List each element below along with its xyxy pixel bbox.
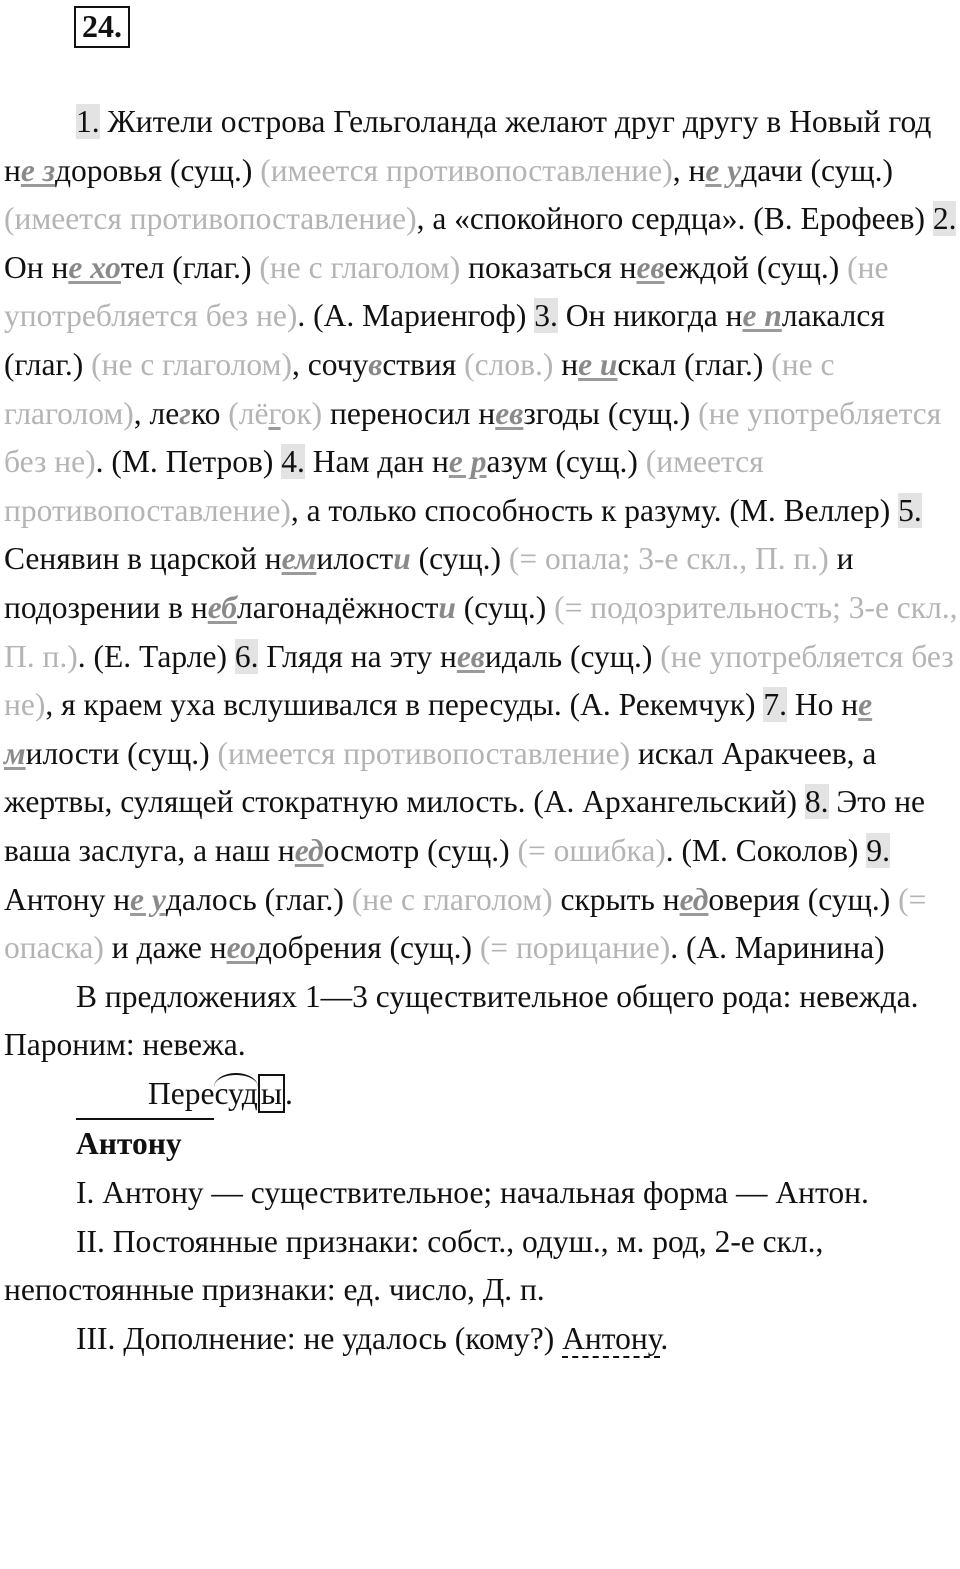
text: илост — [316, 541, 394, 577]
spelling-mark: е у — [130, 881, 166, 917]
text: Он никогда н — [557, 298, 743, 334]
text: и даже н — [103, 930, 227, 966]
text: далось (глаг.) — [165, 881, 352, 917]
word-ending: ы — [258, 1074, 285, 1113]
sentence-number-3: 3. — [534, 298, 558, 334]
comment: (имеется противопоставление) — [4, 444, 764, 528]
spelling-mark: ед — [294, 832, 324, 868]
text: III. Дополнение: не удалось (кому?) — [76, 1320, 563, 1356]
text: и подозрении в н — [4, 541, 854, 625]
text: показаться н — [460, 249, 637, 285]
text: лагонадёжност — [237, 589, 439, 625]
text: . (А. Маринина) — [670, 930, 885, 966]
text: , ле — [133, 395, 180, 431]
text: . (М. Соколов) — [665, 832, 867, 868]
comment: (= ошибка) — [517, 832, 666, 868]
exercise-text — [4, 98, 958, 1363]
spelling-mark: е хо — [68, 249, 121, 285]
text: ствия — [382, 346, 465, 382]
object-word: Антону — [562, 1320, 661, 1356]
comment: (не употребляется без не) — [4, 638, 954, 723]
text: (сущ.) — [410, 541, 509, 577]
text: Он н — [4, 249, 69, 285]
text: . (Е. Тарле) — [77, 638, 235, 674]
text: осмотр (сущ.) — [323, 832, 518, 868]
comment: (не с глаголом) — [259, 249, 461, 285]
text: идаль (сущ.) — [484, 638, 661, 674]
comment: ок) — [280, 395, 323, 431]
comment-mark: г — [268, 395, 281, 431]
text: добрения (сущ.) — [255, 930, 480, 966]
text: , н — [672, 152, 706, 188]
text: . (А. Мариенгоф) — [297, 298, 535, 334]
sentence-number-2: 2. — [932, 201, 957, 237]
text: тел (глаг.) — [120, 249, 260, 285]
exercise-number: 24. — [74, 6, 130, 48]
spelling-mark: и — [393, 541, 411, 577]
parse-heading: Антону — [76, 1126, 182, 1162]
text: ко — [190, 395, 229, 431]
word-prefix: Пере — [76, 1070, 214, 1121]
text: скрыть н — [552, 881, 680, 917]
text: Глядя на эту н — [258, 638, 457, 674]
comment: (не с глаголом) — [91, 346, 292, 382]
text: , я краем уха вслушивался в пересуды. (А. Рекемчук) — [45, 687, 764, 723]
spelling-mark: г — [179, 395, 191, 431]
spelling-mark: и — [438, 589, 456, 625]
text: Но н — [787, 687, 859, 723]
morpheme-analysis — [4, 1070, 958, 1121]
text: , а только способность к разуму. (М. Веллер) — [290, 492, 899, 528]
spelling-mark: в — [368, 346, 383, 382]
comment: (слов.) — [464, 346, 554, 382]
text: еждой (сущ.) — [664, 249, 848, 285]
sentence-number-8: 8. — [804, 784, 829, 820]
text: Сенявин в царской н — [4, 541, 282, 577]
sentence-number-9: 9. — [866, 832, 890, 868]
text: лакался (глаг.) — [4, 298, 885, 382]
text: азум (сущ.) — [486, 444, 646, 480]
text: . — [285, 1075, 293, 1111]
text: (сущ.) — [455, 589, 555, 625]
sentence-number-4: 4. — [281, 444, 305, 480]
parse-step-3 — [4, 1315, 958, 1364]
sentence-number-7: 7. — [763, 687, 788, 723]
spelling-mark: еб — [207, 589, 238, 625]
text: Жители острова Гельголанда желают друг другу в Новый год н — [4, 104, 932, 188]
text: . (М. Петров) — [95, 444, 282, 480]
parse-step-1: I. Антону — существительное; начальная форма — Антон. — [76, 1175, 869, 1211]
text: Антону н — [4, 881, 131, 917]
text: . — [660, 1320, 669, 1356]
text: искал Аракчеев, а жертвы, сулящей стократную милость. (А. Архангельский) — [4, 735, 877, 820]
spelling-mark: ем — [281, 541, 317, 577]
sentences-paragraph — [4, 98, 958, 973]
text: скал (глаг.) — [617, 346, 772, 382]
text: , сочу — [291, 346, 369, 382]
comment: (= подозрительность; 3-е скл., П. п.) — [4, 589, 958, 674]
comment: (не с глаголом) — [4, 346, 835, 431]
spelling-mark: е у — [705, 152, 742, 188]
comment: (имеется противопоставление) — [260, 152, 673, 188]
text: дачи (сущ.) — [741, 152, 893, 188]
spelling-mark: е п — [742, 298, 782, 334]
spelling-mark: е м — [4, 687, 873, 771]
spelling-mark: ев — [456, 638, 485, 674]
comment: (имеется противопоставление) — [4, 201, 417, 237]
sentence-number-1: 1. — [76, 104, 100, 139]
comment: (= порицание) — [479, 930, 671, 966]
text: н — [553, 346, 579, 382]
spelling-mark: е и — [578, 346, 618, 382]
note-paragraph: В предложениях 1—3 существительное общего рода: невежда. Пароним: невежа. — [4, 978, 919, 1063]
text: , а «спокойного сердца». (В. Ерофеев) — [416, 201, 933, 237]
text: оверия (сущ.) — [708, 881, 899, 917]
comment: (не употребляется без не) — [4, 395, 942, 480]
parse-step-2: II. Постоянные признаки: собст., одуш., м. род, 2-е скл., непостоянные признаки: ед. число, Д. п. — [4, 1223, 824, 1308]
word-root: суд — [214, 1073, 257, 1111]
comment: (лё — [228, 395, 269, 431]
spelling-mark: ев — [636, 249, 665, 285]
text: илости (сущ.) — [25, 735, 218, 771]
spelling-mark: е з — [20, 152, 56, 188]
comment: (= опаска) — [4, 881, 927, 966]
text: доровья (сущ.) — [55, 152, 261, 188]
spelling-mark: е р — [448, 444, 487, 480]
text: Нам дан н — [304, 444, 449, 480]
comment: (не употребляется без не) — [4, 249, 889, 334]
text: Это не ваша заслуга, а наш н — [4, 784, 926, 868]
spelling-mark: ед — [679, 881, 709, 917]
spelling-mark: ео — [226, 930, 256, 966]
comment: (имеется противопоставление) — [217, 735, 631, 771]
text: згоды (сущ.) — [523, 395, 699, 431]
sentence-number-5: 5. — [898, 492, 922, 528]
spelling-mark: ев — [495, 395, 524, 431]
text: переносил н — [322, 395, 496, 431]
sentence-number-6: 6. — [234, 638, 259, 674]
comment: (не с глаголом) — [351, 881, 553, 917]
comment: (= опала; 3-е скл., П. п.) — [508, 541, 829, 577]
